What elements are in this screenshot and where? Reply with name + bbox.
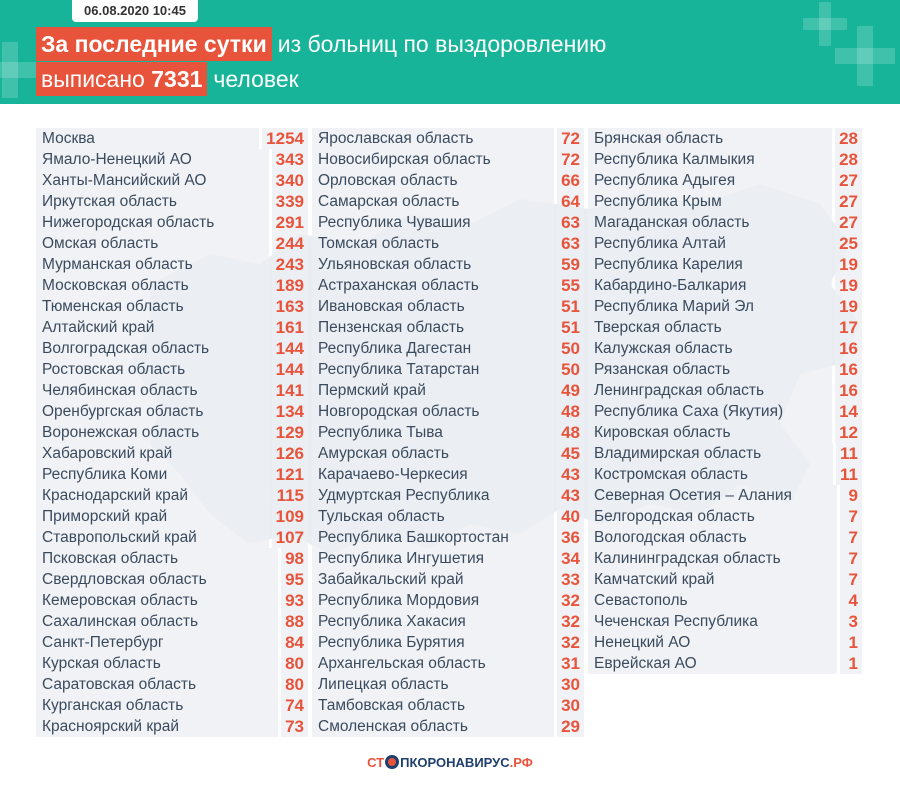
- region-name: Северная Осетия – Алания: [588, 485, 837, 506]
- region-value: 19: [835, 254, 862, 275]
- region-row: [36, 569, 308, 590]
- region-row: [588, 233, 862, 254]
- region-name: Ульяновская область: [312, 254, 554, 275]
- region-row: [588, 569, 862, 590]
- region-value: 144: [272, 338, 308, 359]
- region-row: [36, 170, 308, 191]
- region-name: Республика Ингушетия: [312, 548, 554, 569]
- region-value: 109: [272, 506, 308, 527]
- region-name: Астраханская область: [312, 275, 554, 296]
- region-name: Ставропольский край: [36, 527, 269, 548]
- region-name: Самарская область: [312, 191, 554, 212]
- region-row: [312, 548, 584, 569]
- region-row: [312, 380, 584, 401]
- region-value: 48: [557, 401, 584, 422]
- region-name: Камчатский край: [588, 569, 837, 590]
- region-name: Республика Карелия: [588, 254, 832, 275]
- region-name: Ханты-Мансийский АО: [36, 170, 269, 191]
- region-value: 161: [272, 317, 308, 338]
- region-row: [588, 212, 862, 233]
- region-value: 43: [557, 464, 584, 485]
- region-value: 4: [840, 590, 862, 611]
- region-row: [312, 149, 584, 170]
- region-name: Кировская область: [588, 422, 832, 443]
- title-rest: из больниц по выздоровлению: [277, 31, 607, 57]
- region-row: [36, 674, 308, 695]
- region-name: Оренбургская область: [36, 401, 269, 422]
- region-name: Новгородская область: [312, 401, 554, 422]
- region-row: [312, 527, 584, 548]
- region-row: [588, 128, 862, 149]
- region-row: [36, 611, 308, 632]
- region-row: [588, 422, 862, 443]
- region-value: 72: [557, 128, 584, 149]
- region-name: Мурманская область: [36, 254, 269, 275]
- region-row: [312, 254, 584, 275]
- region-value: 27: [835, 212, 862, 233]
- region-row: [312, 128, 584, 149]
- region-value: 144: [272, 359, 308, 380]
- region-value: 16: [835, 380, 862, 401]
- region-name: Республика Мордовия: [312, 590, 554, 611]
- region-value: 1: [840, 653, 862, 674]
- region-name: Алтайский край: [36, 317, 269, 338]
- region-row: [588, 548, 862, 569]
- region-row: [36, 212, 308, 233]
- region-name: Республика Крым: [588, 191, 832, 212]
- region-row: [36, 443, 308, 464]
- region-name: Республика Татарстан: [312, 359, 554, 380]
- region-name: Новосибирская область: [312, 149, 554, 170]
- region-value: 27: [835, 170, 862, 191]
- region-row: [312, 506, 584, 527]
- region-row: [312, 590, 584, 611]
- region-row: [312, 422, 584, 443]
- region-name: Республика Калмыкия: [588, 149, 832, 170]
- region-value: 7: [840, 548, 862, 569]
- region-value: 16: [835, 338, 862, 359]
- region-value: 243: [272, 254, 308, 275]
- region-row: [36, 653, 308, 674]
- region-name: Владимирская область: [588, 443, 833, 464]
- region-value: 66: [557, 170, 584, 191]
- region-row: [588, 443, 862, 464]
- region-name: Республика Чувашия: [312, 212, 554, 233]
- region-value: 163: [272, 296, 308, 317]
- region-name: Псковская область: [36, 548, 278, 569]
- region-row: [36, 296, 308, 317]
- region-row: [588, 254, 862, 275]
- region-value: 7: [840, 569, 862, 590]
- region-row: [36, 149, 308, 170]
- region-value: 40: [557, 506, 584, 527]
- region-name: Республика Бурятия: [312, 632, 554, 653]
- region-name: Архангельская область: [312, 653, 554, 674]
- region-name: Пермский край: [312, 380, 554, 401]
- region-row: [312, 338, 584, 359]
- region-row: [36, 695, 308, 716]
- region-name: Калужская область: [588, 338, 832, 359]
- region-value: 19: [835, 275, 862, 296]
- region-name: Ненецкий АО: [588, 632, 837, 653]
- title-count-box: [36, 62, 207, 96]
- region-value: 95: [281, 569, 308, 590]
- title-prefix: выписано: [41, 66, 145, 92]
- region-row: [36, 338, 308, 359]
- region-name: Тамбовская область: [312, 695, 554, 716]
- region-name: Магаданская область: [588, 212, 832, 233]
- region-name: Свердловская область: [36, 569, 278, 590]
- region-value: 12: [835, 422, 862, 443]
- region-name: Костромская область: [588, 464, 833, 485]
- region-value: 32: [557, 590, 584, 611]
- region-name: Санкт-Петербург: [36, 632, 278, 653]
- region-row: [36, 128, 308, 149]
- region-value: 45: [557, 443, 584, 464]
- region-value: 9: [840, 485, 862, 506]
- region-name: Омская область: [36, 233, 269, 254]
- region-row: [312, 632, 584, 653]
- region-row: [588, 611, 862, 632]
- region-row: [36, 317, 308, 338]
- region-value: 28: [835, 149, 862, 170]
- region-value: 63: [557, 233, 584, 254]
- region-value: 27: [835, 191, 862, 212]
- region-row: [312, 275, 584, 296]
- region-row: [588, 359, 862, 380]
- region-row: [312, 401, 584, 422]
- region-row: [588, 590, 862, 611]
- region-value: 129: [272, 422, 308, 443]
- region-row: [36, 422, 308, 443]
- region-name: Республика Хакасия: [312, 611, 554, 632]
- region-name: Курская область: [36, 653, 278, 674]
- region-name: Волгоградская область: [36, 338, 269, 359]
- region-name: Вологодская область: [588, 527, 837, 548]
- region-value: 49: [557, 380, 584, 401]
- region-value: 32: [557, 611, 584, 632]
- region-value: 126: [272, 443, 308, 464]
- region-value: 72: [557, 149, 584, 170]
- region-name: Ростовская область: [36, 359, 269, 380]
- region-value: 33: [557, 569, 584, 590]
- region-value: 340: [272, 170, 308, 191]
- region-name: Хабаровский край: [36, 443, 269, 464]
- region-row: [36, 716, 308, 737]
- region-value: 141: [272, 380, 308, 401]
- region-name: Республика Саха (Якутия): [588, 401, 832, 422]
- plus-decoration-icon: [0, 42, 38, 98]
- region-name: Республика Алтай: [588, 233, 832, 254]
- region-name: Иркутская область: [36, 191, 269, 212]
- region-name: Республика Марий Эл: [588, 296, 832, 317]
- region-name: Республика Башкортостан: [312, 527, 554, 548]
- region-name: Ямало-Ненецкий АО: [36, 149, 269, 170]
- region-row: [588, 317, 862, 338]
- region-name: Липецкая область: [312, 674, 554, 695]
- region-column-3: [588, 128, 862, 674]
- region-value: 1254: [262, 128, 308, 149]
- logo-domain: .РФ: [509, 755, 533, 770]
- region-row: [36, 464, 308, 485]
- region-value: 115: [273, 485, 308, 506]
- date-label: 06.08.2020 10:45: [72, 0, 198, 22]
- region-value: 1: [840, 632, 862, 653]
- region-row: [36, 590, 308, 611]
- region-name: Нижегородская область: [36, 212, 269, 233]
- region-row: [36, 506, 308, 527]
- region-name: Орловская область: [312, 170, 554, 191]
- logo-prefix: СТ: [367, 755, 385, 770]
- region-value: 17: [835, 317, 862, 338]
- region-row: [312, 653, 584, 674]
- total-count: 7331: [151, 66, 203, 92]
- region-name: Калининградская область: [588, 548, 837, 569]
- region-name: Кабардино-Балкария: [588, 275, 832, 296]
- region-name: Ярославская область: [312, 128, 554, 149]
- region-row: [312, 611, 584, 632]
- region-value: 93: [281, 590, 308, 611]
- region-row: [36, 191, 308, 212]
- region-name: Брянская область: [588, 128, 832, 149]
- plus-decoration-icon: [835, 26, 895, 86]
- region-row: [36, 485, 308, 506]
- region-row: [588, 275, 862, 296]
- region-name: Московская область: [36, 275, 269, 296]
- region-row: [588, 191, 862, 212]
- region-value: 25: [835, 233, 862, 254]
- region-row: [588, 464, 862, 485]
- region-row: [312, 170, 584, 191]
- region-row: [36, 254, 308, 275]
- region-row: [588, 296, 862, 317]
- logo-suffix: ПКОРОНАВИРУС: [400, 755, 510, 770]
- title-highlight: За последние сутки: [36, 27, 272, 61]
- region-name: Амурская область: [312, 443, 554, 464]
- region-row: [312, 443, 584, 464]
- region-value: 30: [557, 674, 584, 695]
- region-row: [36, 359, 308, 380]
- region-value: 11: [836, 464, 862, 485]
- region-row: [588, 632, 862, 653]
- region-value: 16: [835, 359, 862, 380]
- region-name: Челябинская область: [36, 380, 269, 401]
- region-name: Томская область: [312, 233, 554, 254]
- region-value: 48: [557, 422, 584, 443]
- region-row: [36, 632, 308, 653]
- region-value: 7: [840, 506, 862, 527]
- region-row: [588, 380, 862, 401]
- region-row: [36, 527, 308, 548]
- region-value: 343: [272, 149, 308, 170]
- region-value: 7: [840, 527, 862, 548]
- region-name: Севастополь: [588, 590, 837, 611]
- region-value: 50: [557, 359, 584, 380]
- region-row: [588, 149, 862, 170]
- region-value: 11: [836, 443, 862, 464]
- region-value: 59: [557, 254, 584, 275]
- region-value: 121: [272, 464, 308, 485]
- region-value: 134: [272, 401, 308, 422]
- region-value: 3: [840, 611, 862, 632]
- region-name: Воронежская область: [36, 422, 269, 443]
- region-name: Белгородская область: [588, 506, 837, 527]
- region-name: Чеченская Республика: [588, 611, 837, 632]
- region-name: Красноярский край: [36, 716, 278, 737]
- region-row: [36, 233, 308, 254]
- region-name: Республика Коми: [36, 464, 269, 485]
- region-value: 14: [835, 401, 862, 422]
- region-name: Сахалинская область: [36, 611, 278, 632]
- region-value: 30: [557, 695, 584, 716]
- region-value: 34: [557, 548, 584, 569]
- region-name: Республика Тыва: [312, 422, 554, 443]
- region-row: [588, 506, 862, 527]
- region-row: [588, 170, 862, 191]
- region-name: Тульская область: [312, 506, 554, 527]
- footer-logo: [0, 748, 900, 778]
- region-row: [312, 674, 584, 695]
- region-row: [312, 359, 584, 380]
- region-value: 29: [557, 716, 584, 737]
- region-row: [312, 233, 584, 254]
- region-name: Саратовская область: [36, 674, 278, 695]
- region-value: 63: [557, 212, 584, 233]
- region-name: Москва: [36, 128, 259, 149]
- region-value: 244: [272, 233, 308, 254]
- region-row: [312, 695, 584, 716]
- region-column-2: [312, 128, 584, 737]
- region-value: 73: [281, 716, 308, 737]
- title-line-2: [36, 62, 299, 96]
- region-row: [36, 275, 308, 296]
- region-row: [312, 716, 584, 737]
- region-name: Кемеровская область: [36, 590, 278, 611]
- region-name: Удмуртская Республика: [312, 485, 554, 506]
- region-value: 31: [557, 653, 584, 674]
- region-row: [588, 653, 862, 674]
- region-value: 51: [557, 317, 584, 338]
- region-name: Республика Дагестан: [312, 338, 554, 359]
- title-line-1: [36, 27, 606, 61]
- region-name: Рязанская область: [588, 359, 832, 380]
- region-name: Смоленская область: [312, 716, 554, 737]
- region-value: 74: [281, 695, 308, 716]
- stop-circle-icon: [385, 755, 399, 769]
- region-name: Ивановская область: [312, 296, 554, 317]
- region-column-1: [36, 128, 308, 737]
- region-value: 339: [272, 191, 308, 212]
- region-row: [312, 485, 584, 506]
- title-suffix: человек: [213, 66, 299, 92]
- region-row: [36, 548, 308, 569]
- region-row: [588, 485, 862, 506]
- region-name: Тюменская область: [36, 296, 269, 317]
- region-value: 50: [557, 338, 584, 359]
- region-value: 43: [557, 485, 584, 506]
- region-value: 291: [272, 212, 308, 233]
- region-row: [312, 464, 584, 485]
- region-name: Тверская область: [588, 317, 832, 338]
- region-row: [312, 317, 584, 338]
- region-value: 80: [281, 653, 308, 674]
- region-row: [588, 401, 862, 422]
- region-value: 98: [281, 548, 308, 569]
- region-name: Приморский край: [36, 506, 269, 527]
- region-name: Пензенская область: [312, 317, 554, 338]
- region-row: [312, 569, 584, 590]
- region-value: 80: [281, 674, 308, 695]
- region-value: 88: [281, 611, 308, 632]
- region-row: [36, 401, 308, 422]
- region-value: 28: [835, 128, 862, 149]
- region-row: [588, 527, 862, 548]
- region-row: [588, 338, 862, 359]
- region-name: Забайкальский край: [312, 569, 554, 590]
- region-value: 84: [281, 632, 308, 653]
- region-value: 32: [557, 632, 584, 653]
- region-name: Ленинградская область: [588, 380, 832, 401]
- region-name: Еврейская АО: [588, 653, 837, 674]
- region-row: [312, 212, 584, 233]
- region-value: 55: [557, 275, 584, 296]
- region-name: Карачаево-Черкесия: [312, 464, 554, 485]
- region-name: Краснодарский край: [36, 485, 270, 506]
- region-row: [36, 380, 308, 401]
- region-value: 19: [835, 296, 862, 317]
- region-value: 51: [557, 296, 584, 317]
- region-value: 107: [272, 527, 308, 548]
- region-row: [312, 296, 584, 317]
- region-name: Курганская область: [36, 695, 278, 716]
- region-row: [312, 191, 584, 212]
- region-value: 36: [557, 527, 584, 548]
- region-value: 64: [557, 191, 584, 212]
- header-banner: [0, 0, 900, 104]
- region-name: Республика Адыгея: [588, 170, 832, 191]
- region-value: 189: [272, 275, 308, 296]
